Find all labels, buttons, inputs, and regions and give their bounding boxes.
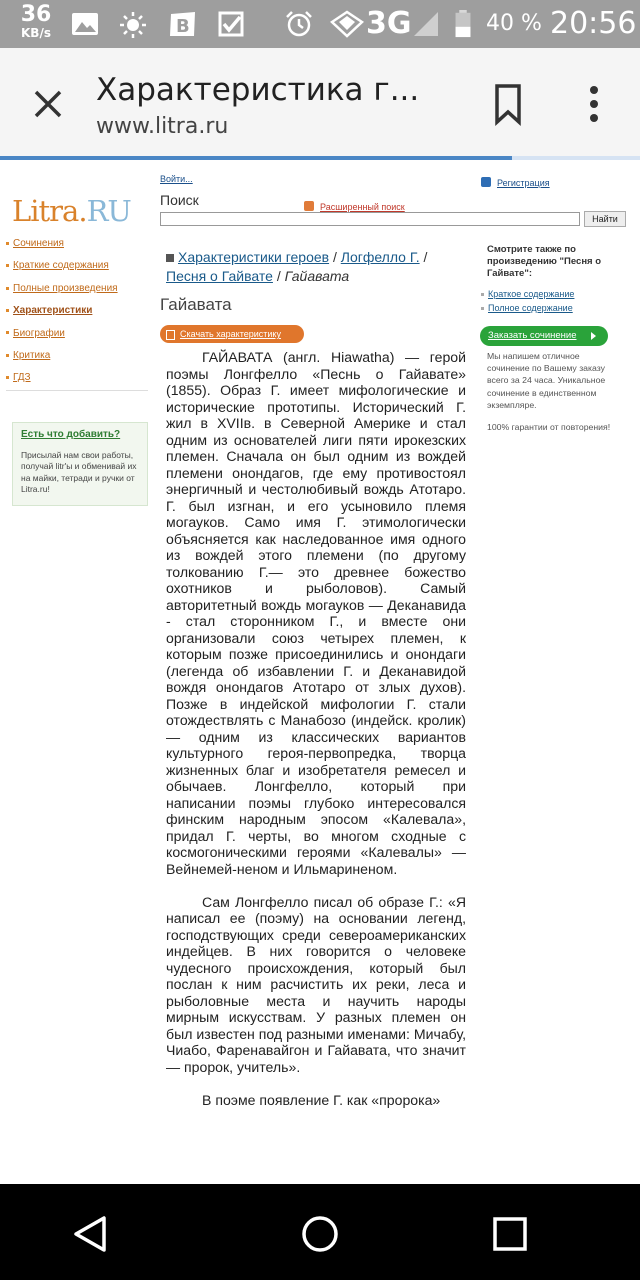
breadcrumb-link-work[interactable]: Песня о Гайвате [166, 267, 273, 284]
contribute-box [12, 422, 148, 506]
search-button[interactable]: Найти [584, 211, 626, 227]
sidebar-item-gdz[interactable] [6, 372, 148, 394]
home-icon[interactable] [166, 254, 174, 262]
brightness-icon [118, 10, 148, 38]
breadcrumb-link-author[interactable]: Логфелло Г. [340, 249, 420, 265]
order-essay-label: Заказать сочинение [488, 330, 577, 341]
sidebar-item-full-works[interactable] [6, 283, 148, 305]
sidebar-item-label[interactable]: Характеристики [13, 305, 93, 317]
network-speed-unit: KB/s [21, 26, 51, 40]
sidebar-item-biographies[interactable] [6, 328, 148, 350]
more-menu-icon[interactable] [586, 84, 602, 124]
see-also-title: Смотрите также по произведению "Песня о Гайвате": [487, 244, 602, 279]
battery-percent: 40 % [486, 11, 542, 36]
order-guarantee: 100% гарантии от повторения! [487, 422, 611, 432]
register [481, 173, 550, 191]
sidebar-item-summaries[interactable] [6, 260, 148, 282]
sidebar-item-characteristics[interactable] [6, 305, 148, 327]
see-also-item[interactable] [481, 287, 631, 301]
sidebar-item-label[interactable]: Критика [13, 349, 51, 361]
system-nav-bar [0, 1184, 640, 1280]
network-type: 3G [366, 6, 412, 41]
breadcrumb-current: Гайавата [284, 267, 350, 284]
svg-text:B: B [176, 16, 190, 37]
see-also-item[interactable] [481, 301, 631, 315]
article-paragraph: В поэме появление Г. как «пророка» [202, 1091, 441, 1108]
web-page [0, 160, 640, 1184]
order-description: Мы напишем отличное сочинение по Вашему заказу всего за 24 часа. Уникальное сочинение в единственном экземпляре. [487, 351, 606, 410]
breadcrumb [166, 248, 466, 286]
home-button-icon[interactable] [300, 1214, 340, 1254]
network-speed-value: 36 [20, 2, 52, 27]
bookmark-icon[interactable] [492, 82, 524, 126]
clock: 20:56 [550, 6, 637, 41]
breadcrumb-link-characteristics[interactable]: Характеристики героев [178, 249, 330, 265]
sidebar-divider [6, 390, 148, 391]
search-input[interactable] [160, 212, 580, 226]
sidebar-item-label[interactable]: Краткие содержания [13, 260, 109, 272]
article-heading: Гайавата [160, 295, 232, 314]
site-logo[interactable] [12, 194, 131, 228]
alarm-icon [284, 10, 314, 38]
advanced-search-link[interactable]: Расширенный поиск [320, 202, 405, 212]
sidebar-item-label[interactable]: Биографии [13, 327, 65, 339]
article-paragraph: ГАЙАВАТА (англ. Hiawatha) — герой поэмы Лонгфелло «Песнь о Гайавате» (1855). Образ Г. имеет мифологические и исторические прототипы. Исторический Г. жил в XVIIв. в Северной Америке и стал одним из основателей лиги пяти ирокезских племен. Сначала он был одним из вождей племени онондагов, где ему противостоял энергичный и честолюбивый вождь Атотаро. Г. был изгнан, и его усыновило племя могауков. Само имя Г. этимологически объясняется как наследованное имя одного из вождей этого племени (по другому толкованию Г.— это древнее божество охотников и рыболовов). Самый авторитетный вождь могауков — Деканавида - стал сторонником Г., и вместе они организовали союз четырех племен, к которым позже присоединились и онондаги (легенда об избавлении Г. и Деканавидой вождя онондагов Атотаро от злых духов). Позже в индейской мифологии Г. стали отождествлять с Манабозо (индейск. кролик) — одним из классических вариантов культурного героя-первопредка, творца жизненных благ и изобретателя ремесел и обычаев. Лонгфелло, который при написании поэмы глубоко интересовался финским народным эпосом «Калевала», придал Г. черты, во многом сходные с космогоническими героями «Калевалы» — Вейнемей-неном и Ильмариненом. [166, 349, 466, 877]
sidebar-item-label[interactable]: Сочинения [13, 238, 64, 249]
sidebar-nav [6, 238, 148, 395]
breadcrumb-separator: / [272, 267, 285, 284]
back-icon[interactable] [70, 1214, 110, 1254]
vk-icon [168, 10, 198, 38]
article-paragraph: Сам Лонгфелло писал об образе Г.: «Я написал ее (поэму) на основании легенд, господствующих среди североамериканских индейцев. В них говорится о человеке чудесного происхождения, который был послан к ним расчистить их реки, леса и рыболовные места и научить народы мирным искусствам. У разных племен он был известен под разными именами: Мичабу, Чиабо, Фаренавайгон и Гайавата, что значит — пророк, учитель». [166, 893, 466, 1075]
breadcrumb-separator: / [329, 249, 341, 265]
login-link[interactable]: Войти... [160, 174, 193, 184]
download-label: Скачать характеристику [180, 329, 281, 339]
register-icon [481, 177, 491, 187]
network-speed [16, 4, 56, 39]
arrow-right-icon [591, 332, 596, 340]
recents-icon[interactable] [490, 1214, 530, 1254]
register-link[interactable]: Регистрация [497, 178, 550, 188]
status-bar [0, 0, 640, 48]
gallery-icon [70, 10, 100, 38]
check-icon [216, 10, 246, 38]
browser-toolbar [0, 48, 640, 156]
battery-icon [454, 10, 472, 38]
page-url[interactable]: www.litra.ru [96, 114, 229, 139]
contribute-title-link[interactable]: Есть что добавить? [21, 429, 121, 440]
close-icon[interactable] [28, 84, 68, 124]
sidebar-item-essays[interactable] [6, 238, 148, 260]
logo-text: Litra. [12, 194, 87, 228]
contribute-text: Присылай нам свои работы, получай litr'ы и обменивай их на майки, тетради и ручки от Litra.ru! [21, 450, 137, 495]
page-title: Характеристика г... [96, 72, 420, 108]
see-also-link-summary[interactable]: Краткое содержание [488, 289, 575, 299]
sidebar-item-label[interactable]: ГДЗ [13, 372, 31, 384]
advanced-search-icon [304, 201, 314, 211]
download-button[interactable] [160, 325, 304, 343]
sidebar-item-criticism[interactable] [6, 350, 148, 372]
search-label: Поиск [160, 192, 199, 208]
breadcrumb-separator: / [419, 249, 428, 265]
data-transfer-icon [330, 10, 364, 38]
see-also-links [481, 287, 631, 315]
article-body [166, 349, 466, 1108]
see-also-link-full[interactable]: Полное содержание [488, 303, 573, 313]
logo-ru: RU [86, 194, 131, 228]
signal-icon [410, 10, 440, 38]
document-icon [166, 330, 175, 340]
sidebar-item-label[interactable]: Полные произведения [13, 282, 118, 294]
order-essay-button[interactable] [480, 326, 608, 346]
